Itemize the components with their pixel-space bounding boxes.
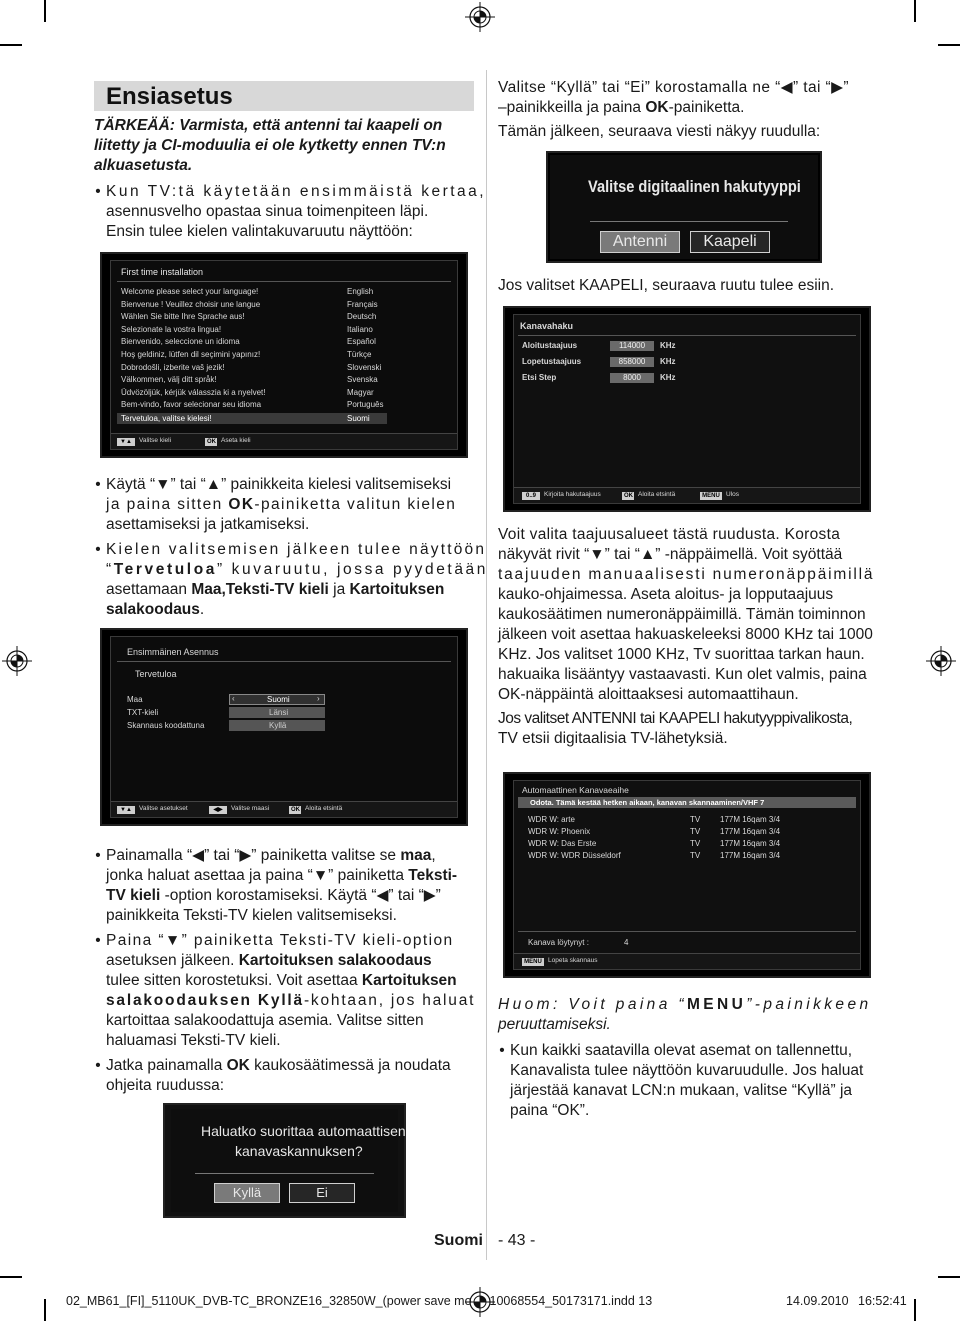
crop-mark: [938, 1276, 960, 1278]
footer-choose-settings: Valitse asetukset: [139, 805, 188, 812]
right-bullet-line-4: paina “OK”.: [510, 1102, 590, 1119]
right-p1-line-1: Valitse “Kyllä” tai “Ei” korostamalla ne “◀” tai “▶”: [498, 79, 849, 96]
antenna-button[interactable]: Antenni: [600, 231, 680, 253]
confirm-dialog: [171, 1109, 406, 1212]
scramble-term-2: Kartoituksen: [361, 972, 457, 989]
warning-text: TÄRKEÄÄ: Varmista, että antenni tai kaapeli on liitetty ja CI-moduulia ei ole kytketty ennen TV:n alkuasetusta.: [94, 117, 446, 174]
value-txt-language: Länsi: [269, 708, 289, 717]
text-run: Jatka painamalla: [106, 1057, 227, 1074]
text-run: ja: [328, 581, 350, 598]
crop-mark: [44, 1299, 46, 1321]
bullet-4-line-4: painikkeita Teksti-TV kielen valitsemiseksi.: [106, 907, 397, 924]
footer-enter-frequency: Kirjoita hakutaajuus: [544, 491, 601, 498]
text-run: .: [199, 601, 205, 618]
text-run: jonka haluat asettaa ja paina “▼” painiketta: [106, 867, 409, 884]
chevron-right-icon: ›: [317, 694, 320, 703]
ok-key-icon: OK: [624, 493, 633, 499]
bullet-dot: •: [95, 847, 101, 864]
screen-subtitle: Tervetuloa: [135, 669, 177, 679]
scramble-term: Kartoituksen: [349, 581, 445, 598]
channel-type: TV: [690, 851, 701, 860]
right-bullet-line-2: Kanavalista tulee näyttöön kuvaruudulle. Jos haluat: [510, 1062, 864, 1079]
text-run: ”-painikkeen: [746, 996, 872, 1013]
right-p3-line-6: jälkeen voit asettaa hakuaskeleeksi 8000 KHz tai 1000: [498, 626, 873, 643]
value-country: Suomi: [267, 695, 290, 704]
bullet-dot: •: [95, 183, 101, 200]
ok-key-text: OK: [645, 99, 669, 116]
right-p3-line-7: KHz. Jos valitset 1000 KHz, Tv suorittaa tarkan haun.: [498, 646, 865, 663]
bullet-5-line-3: [106, 971, 457, 991]
bullet-dot: •: [95, 541, 101, 558]
language-message: Bienvenue ! Veuillez choisir une langue: [121, 299, 261, 309]
yes-button[interactable]: Kyllä: [214, 1183, 280, 1203]
right-p3-line-3: taajuuden manuaalisesti numeronäppäimillä: [498, 566, 875, 583]
bullet-2-line-2: [106, 495, 456, 515]
bullet-dot: •: [499, 1042, 505, 1059]
bullet-3-line-1: Kielen valitsemisen jälkeen tulee näyttöön: [106, 541, 487, 558]
cable-setting-label: Etsi Step: [522, 373, 557, 382]
bullet-2-line-3: asettamiseksi ja jatkamiseksi.: [106, 516, 310, 533]
channel-name: WDR W: Phoenix: [528, 827, 591, 836]
language-message: Üdvözöljük, kérjük válasszia ki a nyelvet!: [121, 387, 266, 397]
menu-key-text: MENU: [687, 996, 747, 1013]
registration-mark-icon: [2, 646, 32, 676]
selected-language-message: Tervetuloa, valitse kielesi!: [121, 414, 212, 423]
bullet-3-line-3: [106, 580, 444, 600]
screen-footer: [514, 953, 860, 969]
ok-key-text: OK: [228, 496, 255, 513]
bullet-1-line-3: Ensin tulee kielen valintakuvaruutu näyttöön:: [106, 223, 413, 240]
right-p3-line-1: Voit valita taajuusalueet tästä ruudusta. Korosta: [498, 526, 841, 543]
language-option: Français: [347, 299, 378, 309]
first-installation-screen: [100, 628, 468, 826]
language-option: Türkçe: [347, 350, 372, 359]
cable-button[interactable]: Kaapeli: [690, 231, 770, 253]
right-p3-line-5: kaukosäätimen numeronäppäimillä. Tämän toiminnon: [498, 606, 866, 623]
bullet-dot: •: [95, 932, 101, 949]
text-run: Huom: Voit paina “: [498, 996, 687, 1013]
footer-start-search: Aloita etsintä: [305, 805, 343, 812]
bullet-2-line-1: Käytä “▼” tai “▲” painikkeita kielesi valitsemiseksi: [106, 476, 452, 493]
screen-divider: [117, 281, 451, 282]
confirm-question-line-2: kanavaskannuksen?: [235, 1143, 363, 1159]
screen-title: First time installation: [121, 267, 204, 277]
menu-key-icon: MENU: [522, 958, 544, 966]
right-p5-line-1: [498, 995, 871, 1015]
channel-name: WDR W: arte: [528, 815, 575, 824]
menu-key-icon: MENU: [700, 492, 722, 500]
value-scan-encrypted: Kyllä: [269, 721, 287, 730]
text-run: ” kuvaruutu, jossa pyydetään: [217, 561, 488, 578]
screen-inner: [110, 636, 458, 818]
bullet-4-line-1: [106, 846, 436, 866]
bullet-dot: •: [95, 476, 101, 493]
language-message: Selezionate la vostra lingua!: [121, 324, 222, 334]
cable-setting-value[interactable]: 8000: [610, 373, 654, 383]
channels-found-label: Kanava löytynyt :: [528, 938, 589, 947]
language-message: Hoş geldiniz, lütfen dil seçimini yapınız!: [121, 350, 261, 359]
text-run: kaukosäätimessä ja noudata: [249, 1057, 451, 1074]
cable-setting-label: Lopetustaajuus: [522, 357, 582, 366]
bullet-1-line-1: Kun TV:tä käytetään ensimmäistä kertaa,: [106, 183, 487, 200]
file-name-part-2: 10068554_50173171.indd 13: [489, 1294, 653, 1308]
search-type-divider: [590, 221, 788, 222]
screen-divider: [117, 661, 451, 662]
scramble-term-2: salakoodaus: [106, 601, 200, 618]
right-p5-line-2: peruuttamiseksi.: [498, 1016, 611, 1033]
screen-inner: [110, 260, 458, 450]
text-run: asetuksen jälkeen.: [106, 952, 239, 969]
screen-title: Kanavahaku: [520, 321, 574, 331]
scramble-term: Kartoituksen salakoodaus: [238, 952, 432, 969]
cable-setting-unit: KHz: [660, 341, 676, 350]
screen-footer: [514, 487, 860, 503]
txt-term: Teksti-: [408, 867, 458, 884]
channel-info: 177M 16qam 3/4: [720, 851, 781, 860]
text-run: Painamalla “◀” tai “▶” painiketta valitse se: [106, 847, 401, 864]
confirm-divider: [195, 1173, 374, 1174]
bullet-3-line-2: [106, 560, 488, 580]
cable-setting-unit: KHz: [660, 357, 676, 366]
language-selection-screen: [100, 252, 468, 458]
search-type-screen: [546, 151, 822, 263]
right-p4-line-2: TV etsii digitaalisia TV-lähetyksiä.: [498, 730, 728, 747]
channel-info: 177M 16qam 3/4: [720, 839, 781, 848]
screen-inner: [513, 780, 861, 970]
print-date: 14.09.2010: [786, 1294, 849, 1308]
country-term: maa: [400, 847, 432, 864]
file-name: [66, 1294, 652, 1308]
label-country: Maa: [127, 695, 143, 704]
channel-type: TV: [690, 815, 701, 824]
footer-stop-scan: Lopeta skannaus: [548, 957, 598, 964]
no-button[interactable]: Ei: [289, 1183, 355, 1203]
label-scan-encrypted: Skannaus koodattuna: [127, 721, 205, 730]
text-run: -kohtaan, jos haluat: [303, 992, 476, 1009]
crop-mark: [0, 44, 22, 46]
scramble-yes-term: salakoodauksen Kyllä: [106, 992, 304, 1009]
language-option: Español: [347, 337, 376, 347]
selected-language: Suomi: [347, 414, 370, 423]
language-option: Slovenski: [347, 362, 382, 372]
footer-select-language: Valitse kieli: [139, 437, 172, 444]
registration-mark-icon: [926, 646, 956, 676]
search-type-dialog: [550, 155, 818, 259]
language-message: Welcome please select your language!: [121, 287, 259, 296]
cable-setting-value[interactable]: 858000: [610, 357, 654, 367]
right-p3-line-9: OK-näppäintä aloittaaksesi automaattihaun.: [498, 686, 799, 703]
chevron-left-icon: ‹: [232, 694, 235, 703]
file-name-part-1: 02_MB61_[FI]_5110UK_DVB-TC_BRONZE16_32850W_(power save mo: [66, 1294, 472, 1308]
bullet-dot: •: [95, 1057, 101, 1074]
language-message: Bienvenido, seleccione un idioma: [121, 337, 240, 347]
crop-mark: [914, 0, 916, 22]
language-option: Magyar: [347, 387, 374, 397]
language-option: Português: [347, 400, 384, 410]
screen-title: Ensimmäinen Asennus: [127, 647, 219, 657]
bullet-5-line-1: Paina “▼” painiketta Teksti-TV kieli-option: [106, 932, 454, 949]
bullet-5-line-2: [106, 951, 432, 971]
text-run: asettamaan: [106, 581, 192, 598]
language-message: Dobrodošli, izberite vaš jezik!: [121, 362, 225, 372]
language-option: Svenska: [347, 375, 378, 385]
right-p3-line-8: hakuaika lisääntyy vastaavasti. Kun olet valmis, paina: [498, 666, 867, 683]
channel-info: 177M 16qam 3/4: [720, 827, 781, 836]
auto-search-screen: [503, 772, 871, 978]
right-p3-line-4: kauko-ohjaimessa. Aseta aloitus- ja lopputaajuus: [498, 586, 834, 603]
footer-choose-country: Valitse maasi: [231, 805, 270, 812]
page-number: - 43 -: [498, 1232, 536, 1249]
updown-key-icon: ▼▲: [117, 806, 135, 814]
text-run: –painikkeilla ja paina: [498, 99, 646, 116]
txt-term-2: TV kieli: [106, 887, 161, 904]
search-status: Odota. Tämä kestää hetken aikaan, kanavan skannaaminen/VHF 7: [530, 798, 765, 807]
language-message: Välkommen, välj ditt språk!: [121, 375, 217, 385]
right-paragraph-2: Jos valitset KAAPELI, seuraava ruutu tulee esiin.: [498, 277, 835, 294]
bullet-4-line-3: [106, 886, 441, 906]
welcome-term: Tervetuloa: [113, 561, 218, 578]
right-bullet-line-3: järjestää kanavat LCN:n mukaan, valitse “Kyllä” ja: [510, 1082, 853, 1099]
language-option: Italiano: [347, 324, 373, 334]
bullet-6-line-2: ohjeita ruudussa:: [106, 1077, 225, 1094]
list-divider: [518, 931, 856, 932]
screen-footer: [111, 433, 457, 449]
print-time: 16:52:41: [858, 1294, 907, 1308]
footer-set-language: Aseta kieli: [221, 437, 251, 444]
ok-key-icon: OK: [291, 807, 300, 813]
channel-type: TV: [690, 827, 701, 836]
bullet-3-line-4: [106, 600, 204, 620]
language-option: English: [347, 287, 374, 296]
column-divider: [486, 70, 487, 1260]
channel-name: WDR W: Das Erste: [528, 839, 597, 848]
channels-found-count: 4: [624, 938, 629, 947]
right-p3-line-2: näkyvät rivit “▼” tai “▲” -näppäimellä. Voit syöttää: [498, 546, 843, 563]
section-title: Ensiasetus: [94, 81, 474, 111]
cable-search-screen: [503, 306, 871, 512]
ok-key-icon: OK: [207, 439, 216, 445]
footer-exit: Ulos: [726, 491, 740, 498]
crop-mark: [938, 44, 960, 46]
language-message: Wählen Sie bitte Ihre Sprache aus!: [121, 312, 245, 322]
cable-setting-unit: KHz: [660, 373, 676, 382]
channel-type: TV: [690, 839, 701, 848]
confirm-question-line-1: Haluatko suorittaa automaattisen: [201, 1123, 406, 1139]
registration-mark-icon: [465, 2, 495, 32]
country-txt-term: Maa,Teksti-TV kieli: [191, 581, 329, 598]
ok-key-text: OK: [226, 1057, 250, 1074]
cable-setting-value[interactable]: 114000: [610, 341, 654, 351]
right-bullet-line-1: Kun kaikki saatavilla olevat asemat on tallennettu,: [510, 1042, 853, 1059]
screen-inner: [513, 314, 861, 504]
bullet-4-line-2: [106, 866, 457, 886]
right-p4-line-1: Jos valitset ANTENNI tai KAAPELI hakutyyppivalikosta,: [498, 710, 853, 727]
language-message: Bem-vindo, favor selecionar seu idioma: [121, 400, 262, 410]
language-option: Deutsch: [347, 312, 377, 322]
text-run: “: [106, 561, 114, 578]
bullet-6-line-1: [106, 1056, 451, 1076]
right-p1-line-2: [498, 98, 744, 118]
text-run: -option korostamiseksi. Käytä “◀” tai “▶”: [160, 887, 441, 904]
footer-start-search: Aloita etsintä: [638, 491, 676, 498]
crop-mark: [44, 0, 46, 22]
search-type-title: Valitse digitaalinen hakutyyppi: [588, 177, 801, 196]
bullet-5-line-6: haluamasi Teksti-TV kieli.: [106, 1032, 281, 1049]
auto-scan-confirm-screen: [163, 1103, 406, 1218]
text-run: -painiketta valitun kielen: [254, 496, 457, 513]
cable-setting-label: Aloitustaajuus: [522, 341, 578, 350]
bullet-5-line-4: [106, 991, 475, 1011]
text-run: ,: [431, 847, 436, 864]
channel-info: 177M 16qam 3/4: [720, 815, 781, 824]
screen-title: Automaattinen Kanavaeaihe: [522, 785, 629, 795]
updown-key-icon: ▼▲: [117, 438, 135, 446]
screen-divider: [518, 335, 856, 336]
channel-name: WDR W: WDR Düsseldorf: [528, 851, 621, 860]
bullet-5-line-5: kartoittaa salakoodattuja asemia. Valitse sitten: [106, 1012, 424, 1029]
text-run: tulee sitten korostetuksi. Voit asettaa: [106, 972, 362, 989]
page-language-label: Suomi: [434, 1232, 483, 1249]
text-run: ja paina sitten: [106, 496, 229, 513]
crop-mark: [914, 1299, 916, 1321]
crop-mark: [0, 1276, 22, 1278]
text-run: -painiketta.: [668, 99, 745, 116]
screen-footer: [111, 801, 457, 817]
right-p1-line-3: Tämän jälkeen, seuraava viesti näkyy ruudulla:: [498, 123, 821, 140]
bullet-1-line-2: asennusvelho opastaa sinua toimenpiteen läpi.: [106, 203, 429, 220]
label-txt-language: TXT-kieli: [127, 708, 159, 717]
leftright-key-icon: ◀▶: [209, 806, 227, 814]
number-keys-icon: 0..9: [522, 492, 540, 500]
